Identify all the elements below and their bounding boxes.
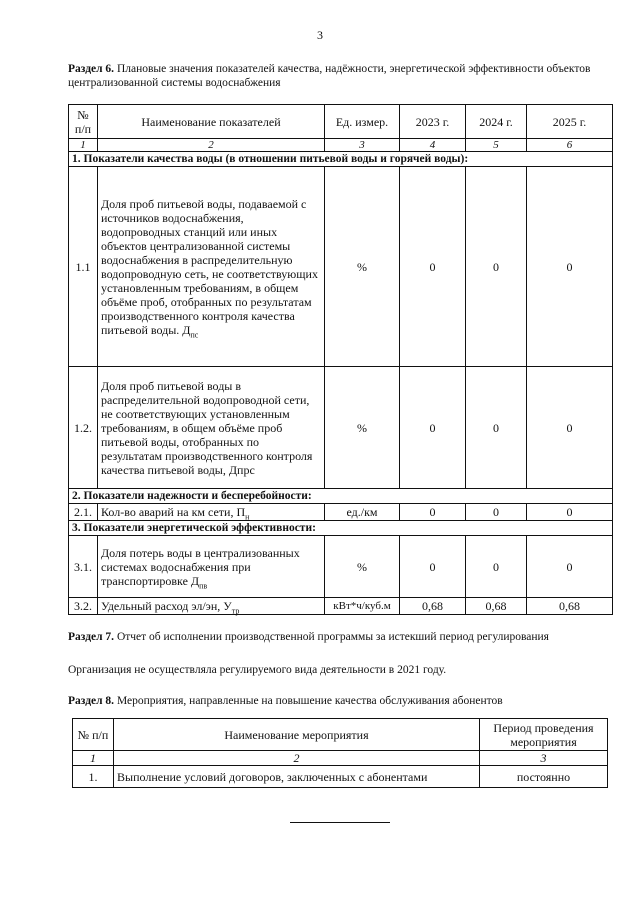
row-unit: кВт*ч/куб.м <box>325 598 400 615</box>
colnum-2: 2 <box>98 139 325 152</box>
row-value-2025: 0 <box>527 504 613 521</box>
section8-label: Раздел 8. <box>68 695 115 707</box>
colnum-2: 2 <box>114 751 480 766</box>
colnum-1: 1 <box>73 751 114 766</box>
header-num: № п/п <box>69 105 98 139</box>
section6-heading <box>68 62 613 90</box>
row-value-2023: 0 <box>400 504 466 521</box>
header-2024: 2024 г. <box>466 105 527 139</box>
row-value-2024: 0,68 <box>466 598 527 615</box>
section7-note: Организация не осуществляла регулируемого вида деятельности в 2021 году. <box>68 664 447 676</box>
row-value-2024: 0 <box>466 367 527 489</box>
section8-title: Мероприятия, направленные на повышение качества обслуживания абонентов <box>116 695 503 707</box>
row-unit: ед./км <box>325 504 400 521</box>
colnum-4: 4 <box>400 139 466 152</box>
table-row <box>69 504 613 521</box>
group-row-quality <box>69 152 613 167</box>
row-num: 3.1. <box>69 536 98 598</box>
row-name: Удельный расход эл/эн, $У_{тр}$ <box>98 598 325 615</box>
header-2025: 2025 г. <box>527 105 613 139</box>
colnum-6: 6 <box>527 139 613 152</box>
page-number: 3 <box>317 28 323 42</box>
table-header-row <box>73 719 608 751</box>
section7-heading <box>68 630 613 644</box>
section8-table <box>72 718 608 788</box>
section7-label: Раздел 7. <box>68 631 115 643</box>
table-row <box>69 167 613 367</box>
row-value-2024: 0 <box>466 167 527 367</box>
group-row-energy <box>69 521 613 536</box>
row-value-2025: 0 <box>527 367 613 489</box>
group-title-energy: 3. Показатели энергетической эффективности: <box>69 521 613 536</box>
group-title-reliability: 2. Показатели надежности и бесперебойности: <box>69 489 613 504</box>
group-row-reliability <box>69 489 613 504</box>
row-value-2023: 0 <box>400 167 466 367</box>
group-title-quality: 1. Показатели качества воды (в отношении питьевой воды и горячей воды): <box>69 152 613 167</box>
row-num: 1.1 <box>69 167 98 367</box>
colnum-3: 3 <box>325 139 400 152</box>
row-value-2024: 0 <box>466 536 527 598</box>
row-num: 1. <box>73 766 114 788</box>
row-name: Выполнение условий договоров, заключенных с абонентами <box>114 766 480 788</box>
row-num: 1.2. <box>69 367 98 489</box>
row-name: Доля потерь воды в централизованных системах водоснабжения при транспортировке $Д_{пв}$ <box>98 536 325 598</box>
row-unit: % <box>325 536 400 598</box>
section6-label: Раздел 6. <box>68 63 115 75</box>
colnum-1: 1 <box>69 139 98 152</box>
section7-title: Отчет об исполнении производственной программы за истекший период регулирования <box>116 631 549 643</box>
table-row <box>69 536 613 598</box>
table-row <box>69 598 613 615</box>
row-num: 3.2. <box>69 598 98 615</box>
row-value-2024: 0 <box>466 504 527 521</box>
row-name: Доля проб питьевой воды в распределительной водопроводной сети, не соответствующих установленным требованиям, в общем объёме проб питьевой воды, отобранных по результатам производственного контроля качества питьевой воды, Дпрс <box>98 367 325 489</box>
row-value-2025: 0 <box>527 536 613 598</box>
header-name: Наименование мероприятия <box>114 719 480 751</box>
header-name: Наименование показателей <box>98 105 325 139</box>
table-row <box>69 367 613 489</box>
header-num: № п/п <box>73 719 114 751</box>
row-value-2025: 0,68 <box>527 598 613 615</box>
row-value-2023: 0,68 <box>400 598 466 615</box>
row-value-2023: 0 <box>400 367 466 489</box>
row-name: Доля проб питьевой воды, подаваемой с источников водоснабжения, водопроводных станций или иных объектов централизованной системы водоснабжения в распределительную водопроводную сеть, не соответствующих установленным требованиям, в общем объёме проб, отобранных по результатам производственного контроля качества питьевой воды. $Д_{пс}$ <box>98 167 325 367</box>
table-header-row <box>69 105 613 139</box>
header-period: Период проведения мероприятия <box>480 719 608 751</box>
row-num: 2.1. <box>69 504 98 521</box>
header-2023: 2023 г. <box>400 105 466 139</box>
row-name: Кол-во аварий на км сети, $П_н$ <box>98 504 325 521</box>
row-unit: % <box>325 167 400 367</box>
column-number-row <box>69 139 613 152</box>
table-row <box>73 766 608 788</box>
section6-title: Плановые значения показателей качества, надёжности, энергетической эффективности объектов централизованной системы водоснабжения <box>68 63 591 89</box>
row-value-2025: 0 <box>527 167 613 367</box>
column-number-row <box>73 751 608 766</box>
row-value-2023: 0 <box>400 536 466 598</box>
footer-rule <box>290 822 390 823</box>
colnum-3: 3 <box>480 751 608 766</box>
header-unit: Ед. измер. <box>325 105 400 139</box>
section8-heading <box>68 694 613 708</box>
colnum-5: 5 <box>466 139 527 152</box>
row-period: постоянно <box>480 766 608 788</box>
row-unit: % <box>325 367 400 489</box>
section6-table <box>68 104 613 615</box>
